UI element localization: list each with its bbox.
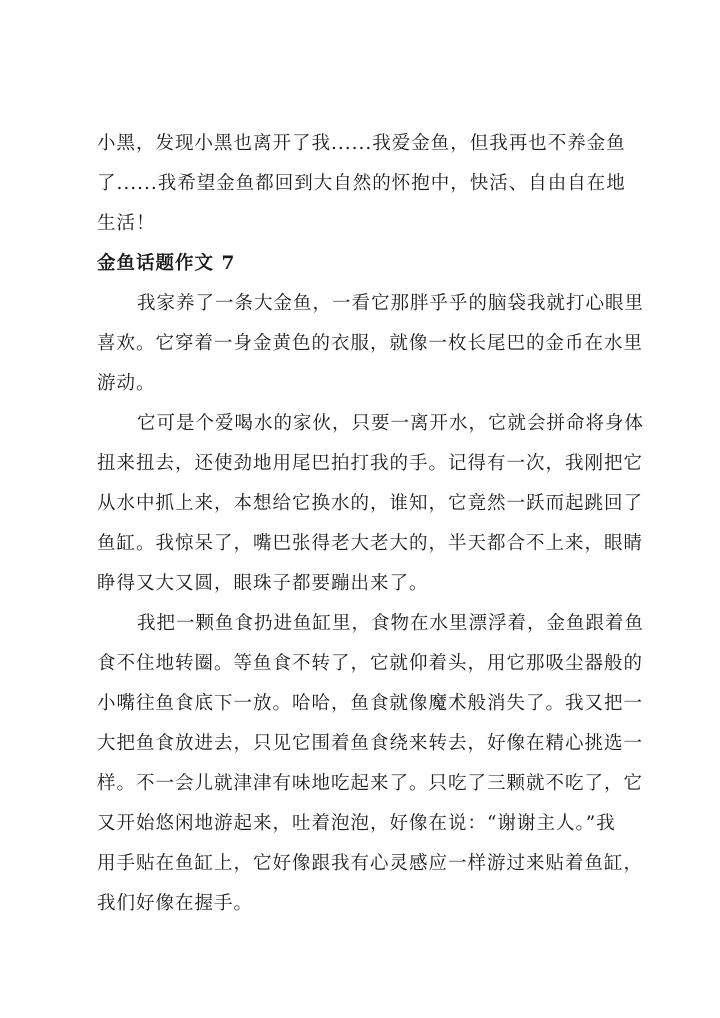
text-line: 又开始悠闲地游起来，吐着泡泡，好像在说：“谢谢主人。”我: [97, 813, 616, 834]
text-line: 鱼缸。我惊呆了，嘴巴张得老大老大的，半天都合不上来，眼睛: [97, 533, 644, 554]
text-line: 睁得又大又圆，眼珠子都要蹦出来了。: [97, 573, 429, 594]
text-line: 我们好像在握手。: [97, 893, 254, 914]
text-line: 扭来扭去，还使劲地用尾巴拍打我的手。记得有一次，我刚把它: [97, 453, 644, 474]
text-line: 了......我希望金鱼都回到大自然的怀抱中，快活、自由自在地: [97, 173, 626, 194]
document-body: [97, 124, 653, 924]
text-line: 它可是个爱喝水的家伙，只要一离开水，它就会拼命将身体: [137, 413, 645, 434]
paragraph-2: [97, 284, 653, 404]
text-line: 生活！: [97, 213, 156, 234]
text-line: 我把一颗鱼食扔进鱼缸里，食物在水里漂浮着，金鱼跟着鱼: [137, 613, 645, 634]
text-line: 用手贴在鱼缸上，它好像跟我有心灵感应一样游过来贴着鱼缸，: [97, 853, 644, 874]
text-line: 食不住地转圈。等鱼食不转了，它就仰着头，用它那吸尘器般的: [97, 653, 644, 674]
text-line: 喜欢。它穿着一身金黄色的衣服，就像一枚长尾巴的金币在水里: [97, 333, 644, 354]
text-line: 小嘴往鱼食底下一放。哈哈，鱼食就像魔术般消失了。我又把一: [97, 693, 644, 714]
text-line: 游动。: [97, 373, 156, 394]
paragraph-1: [97, 124, 653, 244]
text-line: 我家养了一条大金鱼，一看它那胖乎乎的脑袋我就打心眼里: [137, 293, 645, 314]
paragraph-4: [97, 604, 653, 924]
text-line: 样。不一会儿就津津有味地吃起来了。只吃了三颗就不吃了，它: [97, 773, 644, 794]
text-line: 小黑，发现小黑也离开了我......我爱金鱼，但我再也不养金鱼: [97, 133, 626, 154]
paragraph-3: [97, 404, 653, 604]
section-heading: 金鱼话题作文 7: [97, 253, 236, 274]
text-line: 大把鱼食放进去，只见它围着鱼食绕来转去，好像在精心挑选一: [97, 733, 644, 754]
text-line: 从水中抓上来，本想给它换水的，谁知，它竟然一跃而起跳回了: [97, 493, 644, 514]
